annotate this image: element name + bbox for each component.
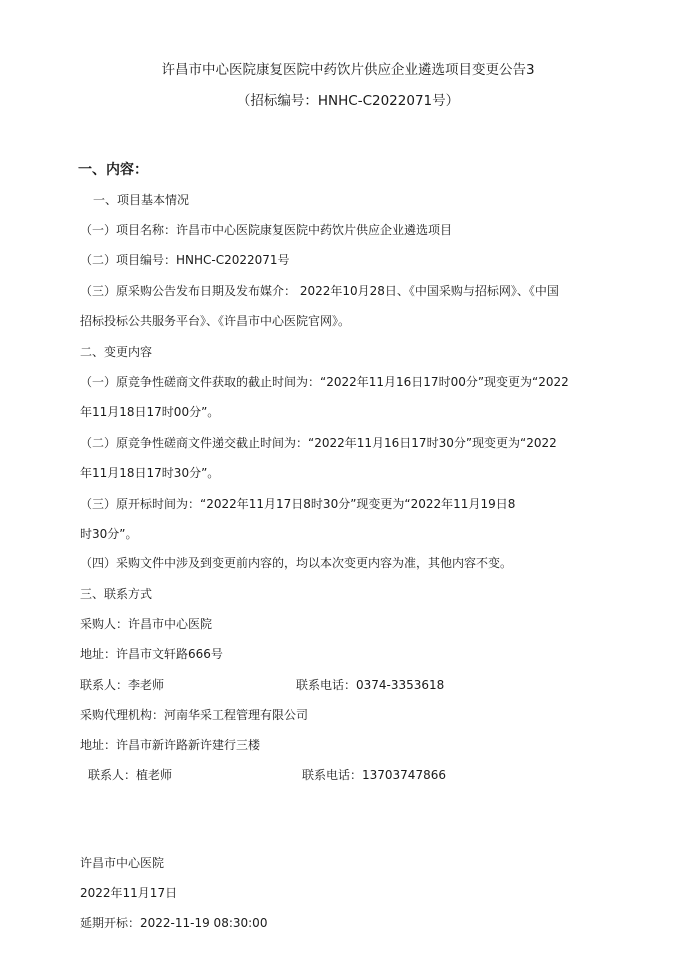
buyer-contact: 联系人：李老师 bbox=[80, 678, 165, 692]
change-item3-line2: 时30分”。 bbox=[80, 527, 138, 541]
basic-info-heading: 一、项目基本情况 bbox=[93, 193, 190, 207]
footer-date: 2022年11月17日 bbox=[80, 886, 178, 900]
change-item2-line2: 年11月18日17时30分”。 bbox=[80, 466, 220, 480]
project-number: （二）项目编号：HNHC-C2022071号 bbox=[80, 253, 290, 267]
section-content-heading: 一、内容： bbox=[78, 162, 148, 178]
agency-phone: 联系电话：13703747866 bbox=[302, 768, 446, 782]
change-item1-line2: 年11月18日17时00分”。 bbox=[80, 405, 220, 419]
agency-address: 地址：许昌市新许路新许建行三楼 bbox=[80, 738, 261, 752]
buyer-address: 地址：许昌市文轩路666号 bbox=[80, 647, 223, 661]
publish-info-line1: （三）原采购公告发布日期及发布媒介： 2022年10月28日、《中国采购与招标网》、《中国 bbox=[80, 284, 559, 298]
change-item1-line1: （一）原竞争性磋商文件获取的截止时间为：“2022年11月16日17时00分”现变更为“2022 bbox=[80, 375, 569, 389]
agency-name: 采购代理机构：河南华采工程管理有限公司 bbox=[80, 708, 309, 722]
project-name: （一）项目名称：许昌市中心医院康复医院中药饮片供应企业遴选项目 bbox=[80, 223, 453, 237]
footer-postponed: 延期开标：2022-11-19 08:30:00 bbox=[80, 916, 268, 930]
change-item2-line1: （二）原竞争性磋商文件递交截止时间为：“2022年11月16日17时30分”现变更为“2022 bbox=[80, 436, 557, 450]
change-heading: 二、变更内容 bbox=[80, 345, 153, 359]
buyer-name: 采购人：许昌市中心医院 bbox=[80, 617, 213, 631]
notice-subtitle: （招标编号：HNHC-C2022071号） bbox=[236, 93, 460, 109]
agency-contact: 联系人：植老师 bbox=[88, 768, 173, 782]
notice-title: 许昌市中心医院康复医院中药饮片供应企业遴选项目变更公告3 bbox=[161, 62, 535, 78]
footer-org: 许昌市中心医院 bbox=[80, 856, 165, 870]
buyer-phone: 联系电话：0374-3353618 bbox=[296, 678, 445, 692]
contact-heading: 三、联系方式 bbox=[80, 587, 153, 601]
change-item3-line1: （三）原开标时间为：“2022年11月17日8时30分”现变更为“2022年11月19日8 bbox=[80, 497, 516, 511]
publish-info-line2: 招标投标公共服务平台》、《许昌市中心医院官网》。 bbox=[80, 314, 351, 328]
change-item4: （四）采购文件中涉及到变更前内容的，均以本次变更内容为准，其他内容不变。 bbox=[80, 556, 513, 570]
